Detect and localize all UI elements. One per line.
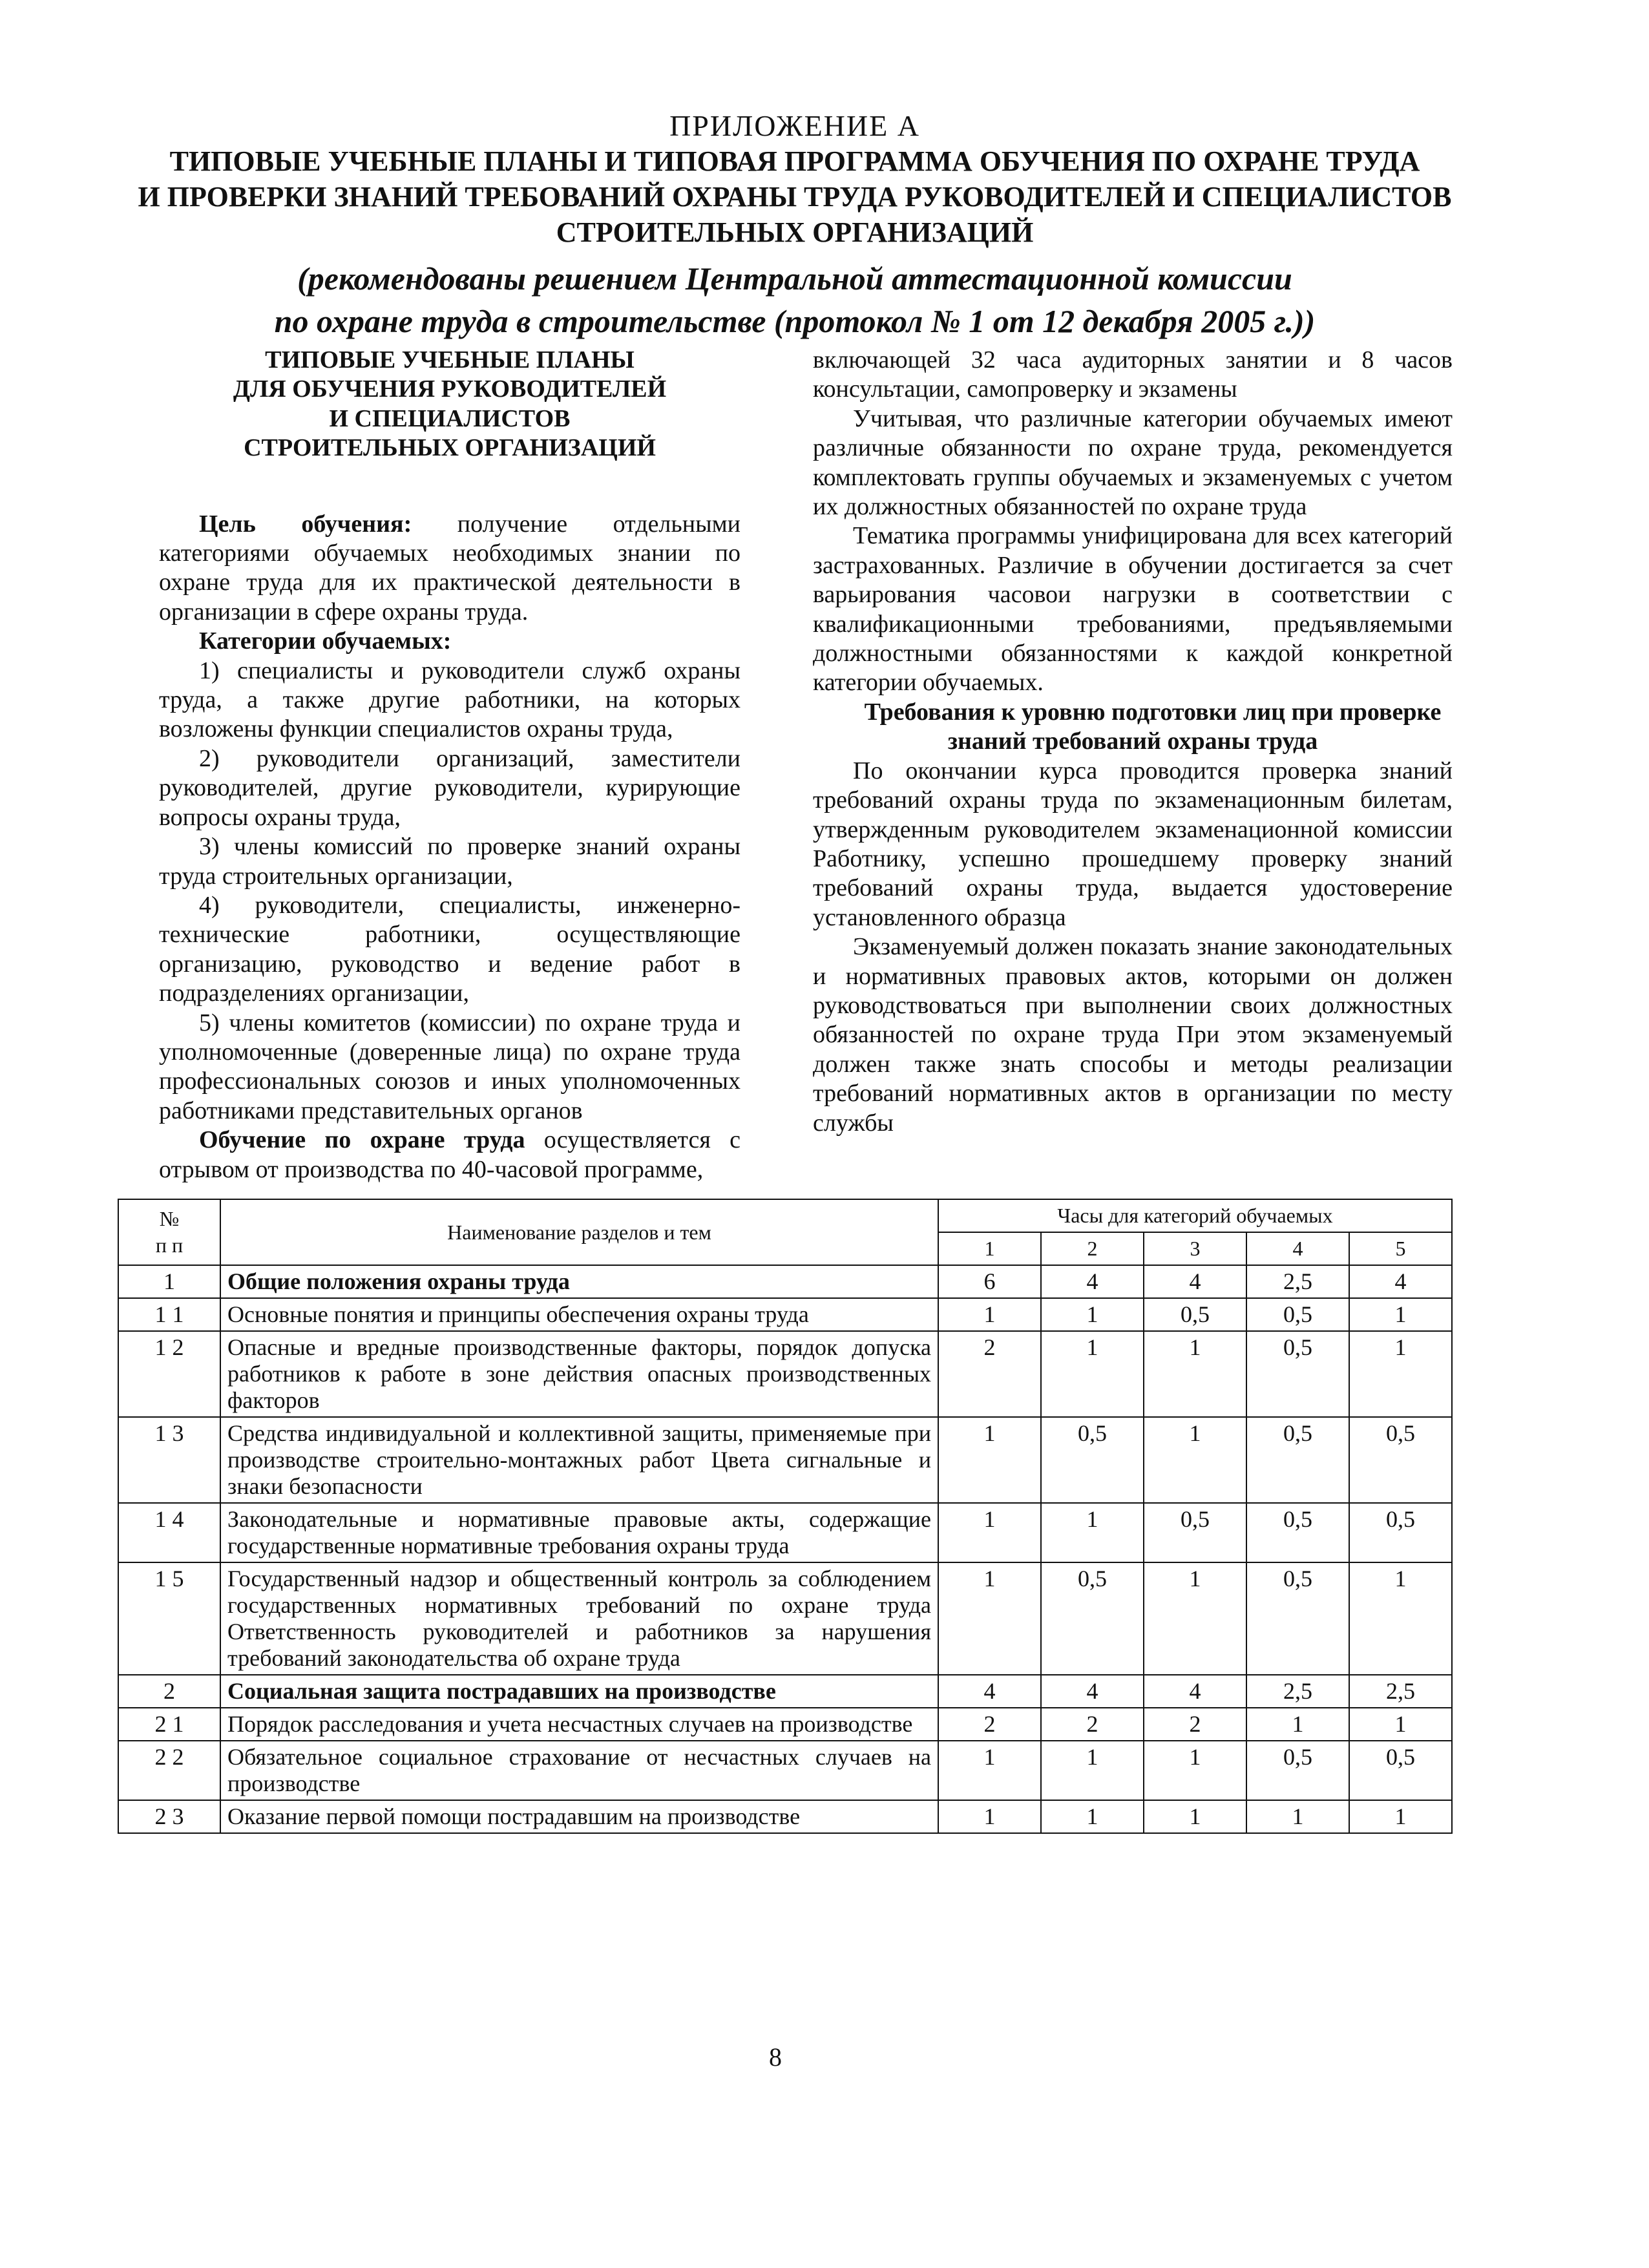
hours-cell: 1	[1041, 1298, 1144, 1331]
hours-cell: 2,5	[1349, 1675, 1452, 1708]
table-header-row	[118, 1199, 1452, 1232]
goal-label: Цель обучения:	[199, 510, 412, 538]
hours-cell: 0,5	[1144, 1503, 1246, 1562]
table-row	[118, 1741, 1452, 1800]
hours-cell: 4	[1349, 1265, 1452, 1298]
hours-cell: 1	[1041, 1331, 1144, 1417]
row-number: 1 5	[118, 1562, 220, 1675]
paragraph: Тематика программы унифицирована для всех категорий застрахованных. Различие в обучении достигается за счет варьирования часовои нагрузки в соответствии с квалификационными требованиями, предъявляемыми должностными обязанностями к каждой конкретной категории обучаемых.	[813, 522, 1453, 697]
goal-paragraph	[159, 510, 740, 627]
hours-cell: 0,5	[1349, 1503, 1452, 1562]
page-number: 8	[769, 2042, 782, 2072]
hours-cell: 1	[1144, 1800, 1246, 1833]
category-item: 4) руководители, специалисты, инженерно-технические работники, осуществляющие организацию, руководство и ведение работ в подразделениях организации,	[159, 891, 740, 1007]
title-line: СТРОИТЕЛЬНЫХ ОРГАНИЗАЦИЙ	[556, 216, 1034, 248]
row-topic: Оказание первой помощи пострадавшим на производстве	[220, 1800, 938, 1833]
paragraph: Учитывая, что различные категории обучаемых имеют различные обязанности по охране труда, рекомендуется комплектовать группы обучаемых и экзаменуемых с учетом их должностных обязанностей по охране труда	[813, 404, 1453, 521]
subtitle-line: по охране труда в строительстве (протокол № 1 от 12 декабря 2005 г.))	[274, 303, 1316, 339]
hours-cell: 1	[1349, 1298, 1452, 1331]
training-paragraph	[159, 1126, 740, 1184]
hours-cell: 1	[938, 1503, 1041, 1562]
title-line: И ПРОВЕРКИ ЗНАНИЙ ТРЕБОВАНИЙ ОХРАНЫ ТРУДА РУКОВОДИТЕЛЕЙ И СПЕЦИАЛИСТОВ	[138, 181, 1452, 213]
row-number: 2	[118, 1675, 220, 1708]
hours-cell: 0,5	[1246, 1562, 1349, 1675]
section-heading	[159, 346, 740, 463]
hours-cell: 0,5	[1349, 1417, 1452, 1503]
hours-cell: 2,5	[1246, 1265, 1349, 1298]
paragraph: включающей 32 часа аудиторных занятии и 8 часов консультации, самопроверку и экзамены	[813, 346, 1453, 403]
hours-cell: 1	[1246, 1800, 1349, 1833]
curriculum-table	[118, 1199, 1453, 1834]
hours-cell: 0,5	[1246, 1331, 1349, 1417]
right-column	[813, 346, 1453, 1138]
row-number: 2 1	[118, 1708, 220, 1741]
hours-cell: 6	[938, 1265, 1041, 1298]
heading-line: ТИПОВЫЕ УЧЕБНЫЕ ПЛАНЫ	[265, 346, 635, 373]
subtitle-line: (рекомендованы решением Центральной аттестационной комиссии	[297, 260, 1292, 297]
table-row	[118, 1417, 1452, 1503]
hours-cell: 2	[1041, 1708, 1144, 1741]
row-number: 1 1	[118, 1298, 220, 1331]
row-topic: Основные понятия и принципы обеспечения охраны труда	[220, 1298, 938, 1331]
hours-cell: 0,5	[1246, 1503, 1349, 1562]
hours-cell: 1	[938, 1417, 1041, 1503]
categories-label: Категории обучаемых:	[199, 627, 452, 655]
paragraph: По окончании курса проводится проверка знаний требований охраны труда по экзаменационным билетам, утвержденным руководителем экзаменационной комиссии Работнику, успешно прошедшему проверку знаний требований охраны труда, выдается удостоверение установленного образца	[813, 757, 1453, 931]
row-number: 1 4	[118, 1503, 220, 1562]
appendix-label: ПРИЛОЖЕНИЕ А	[669, 109, 920, 142]
hours-cell: 1	[1144, 1331, 1246, 1417]
row-number: 1	[118, 1265, 220, 1298]
header-category: 1	[938, 1232, 1041, 1265]
table-body	[118, 1265, 1452, 1833]
hours-cell: 0,5	[1041, 1562, 1144, 1675]
hours-cell: 1	[1041, 1800, 1144, 1833]
row-topic: Порядок расследования и учета несчастных случаев на производстве	[220, 1708, 938, 1741]
row-topic: Обязательное социальное страхование от несчастных случаев на производстве	[220, 1741, 938, 1800]
category-item: 2) руководители организаций, заместители руководителей, другие руководители, курирующие вопросы охраны труда,	[159, 744, 740, 831]
hours-cell: 0,5	[1041, 1417, 1144, 1503]
row-topic: Общие положения охраны труда	[220, 1265, 938, 1298]
row-number: 2 3	[118, 1800, 220, 1833]
header-category: 4	[1246, 1232, 1349, 1265]
table-row	[118, 1800, 1452, 1833]
table-row	[118, 1503, 1452, 1562]
row-number: 2 2	[118, 1741, 220, 1800]
hours-cell: 0,5	[1246, 1298, 1349, 1331]
row-topic: Средства индивидуальной и коллективной защиты, применяемые при производстве строительно-монтажных работ Цвета сигнальные и знаки безопасности	[220, 1417, 938, 1503]
training-label: Обучение по охране труда	[199, 1126, 525, 1154]
hours-cell: 1	[1349, 1708, 1452, 1741]
section-row	[118, 1675, 1452, 1708]
hours-cell: 1	[1144, 1562, 1246, 1675]
hours-cell: 0,5	[1144, 1298, 1246, 1331]
header-category: 5	[1349, 1232, 1452, 1265]
paragraph: Экзаменуемый должен показать знание законодательных и нормативных правовых актов, которыми он должен руководствоваться при выполнении своих должностных обязанностей по охране труда При этом экзаменуемый должен также знать способы и методы реализации требований нормативных актов в организации по месту службы	[813, 933, 1453, 1137]
hours-cell: 1	[1041, 1503, 1144, 1562]
document-subtitle	[116, 257, 1473, 342]
hours-cell: 2,5	[1246, 1675, 1349, 1708]
category-item: 1) специалисты и руководители служб охраны труда, а также другие работники, на которых возложены функции специалистов охраны труда,	[159, 656, 740, 743]
header-category: 3	[1144, 1232, 1246, 1265]
header-category: 2	[1041, 1232, 1144, 1265]
hours-cell: 4	[938, 1675, 1041, 1708]
table-row	[118, 1562, 1452, 1675]
training-text: осуществляется с отрывом от производства по 40-часовой программе,	[159, 1126, 741, 1183]
hours-cell: 1	[938, 1800, 1041, 1833]
hours-cell: 4	[1144, 1265, 1246, 1298]
title-line: ТИПОВЫЕ УЧЕБНЫЕ ПЛАНЫ И ТИПОВАЯ ПРОГРАММА ОБУЧЕНИЯ ПО ОХРАНЕ ТРУДА	[169, 145, 1420, 177]
table-row	[118, 1298, 1452, 1331]
row-topic: Опасные и вредные производственные факторы, порядок допуска работников к работе в зоне действия опасных производственных факторов	[220, 1331, 938, 1417]
header-num: № п п	[118, 1199, 220, 1265]
hours-cell: 1	[938, 1562, 1041, 1675]
hours-cell: 2	[1144, 1708, 1246, 1741]
category-item: 3) члены комиссий по проверке знаний охраны труда строительных организации,	[159, 833, 740, 890]
hours-cell: 0,5	[1246, 1417, 1349, 1503]
row-number: 1 2	[118, 1331, 220, 1417]
hours-cell: 1	[1349, 1562, 1452, 1675]
row-topic: Государственный надзор и общественный контроль за соблюдением государственных нормативных требований по охране труда Ответственность руководителей и работников за нарушения требований законодательства об охране труда	[220, 1562, 938, 1675]
hours-cell: 1	[1144, 1417, 1246, 1503]
requirements-heading: Требования к уровню подготовки лиц при проверке знаний требований охраны труда	[864, 698, 1442, 755]
document-title	[116, 143, 1473, 250]
hours-cell: 2	[938, 1708, 1041, 1741]
hours-cell: 1	[1349, 1331, 1452, 1417]
header-hours: Часы для категорий обучаемых	[938, 1199, 1452, 1232]
category-item: 5) члены комитетов (комиссии) по охране труда и уполномоченные (доверенные лица) по охране труда профессиональных союзов и иных уполномоченных работниками представительных органов	[159, 1009, 740, 1124]
goal-text: получение отдельными категориями обучаемых необходимых знании по охране труда для их практической деятельности в организации в сфере охраны труда.	[159, 510, 740, 625]
left-column	[159, 346, 740, 1184]
hours-cell: 1	[1246, 1708, 1349, 1741]
section-row	[118, 1265, 1452, 1298]
row-topic: Законодательные и нормативные правовые акты, содержащие государственные нормативные требования охраны труда	[220, 1503, 938, 1562]
table-row	[118, 1331, 1452, 1417]
row-topic: Социальная защита пострадавших на производстве	[220, 1675, 938, 1708]
hours-cell: 1	[1349, 1800, 1452, 1833]
hours-cell: 0,5	[1349, 1741, 1452, 1800]
hours-cell: 1	[938, 1298, 1041, 1331]
heading-line: ДЛЯ ОБУЧЕНИЯ РУКОВОДИТЕЛЕЙ	[233, 375, 667, 403]
header-name: Наименование разделов и тем	[220, 1199, 938, 1265]
hours-cell: 1	[938, 1741, 1041, 1800]
hours-cell: 1	[1041, 1741, 1144, 1800]
hours-cell: 0,5	[1246, 1741, 1349, 1800]
hours-cell: 4	[1041, 1265, 1144, 1298]
hours-cell: 4	[1144, 1675, 1246, 1708]
hours-cell: 4	[1041, 1675, 1144, 1708]
hours-cell: 2	[938, 1331, 1041, 1417]
hours-cell: 1	[1144, 1741, 1246, 1800]
heading-line: СТРОИТЕЛЬНЫХ ОРГАНИЗАЦИЙ	[244, 434, 656, 462]
table-row	[118, 1708, 1452, 1741]
heading-line: И СПЕЦИАЛИСТОВ	[329, 404, 571, 432]
row-number: 1 3	[118, 1417, 220, 1503]
